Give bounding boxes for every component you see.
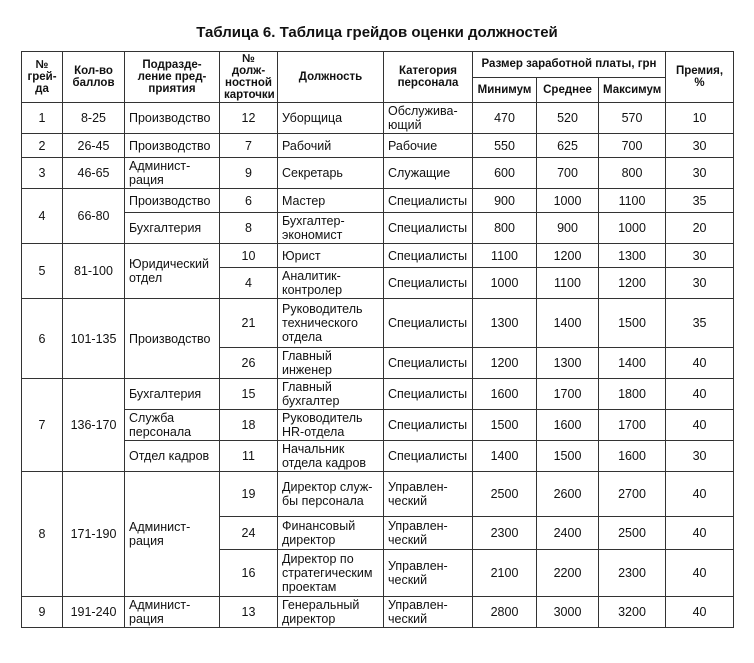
card-number: 24	[220, 517, 278, 550]
header-division: Подразде- ление пред- приятия	[125, 52, 220, 103]
category-cell: Специалисты	[384, 441, 473, 472]
grade-points: 81-100	[63, 244, 125, 299]
division-cell: Производство	[125, 299, 220, 379]
salary-max: 800	[599, 158, 666, 189]
division-cell: Служба персонала	[125, 410, 220, 441]
salary-avg: 900	[537, 213, 599, 244]
bonus-cell: 30	[666, 268, 734, 299]
division-cell: Админист- рация	[125, 158, 220, 189]
position-cell: Директор по стратегическим проектам	[278, 550, 384, 597]
salary-min: 1000	[473, 268, 537, 299]
category-cell: Рабочие	[384, 134, 473, 158]
salary-min: 1500	[473, 410, 537, 441]
salary-min: 550	[473, 134, 537, 158]
salary-max: 2700	[599, 472, 666, 517]
table-title: Таблица 6. Таблица грейдов оценки должностей	[196, 24, 558, 41]
salary-min: 600	[473, 158, 537, 189]
card-number: 10	[220, 244, 278, 268]
header-salary: Размер заработной платы, грн	[473, 52, 666, 78]
salary-min: 2500	[473, 472, 537, 517]
division-cell: Производство	[125, 103, 220, 134]
grade-points: 46-65	[63, 158, 125, 189]
card-number: 9	[220, 158, 278, 189]
salary-min: 470	[473, 103, 537, 134]
category-cell: Специалисты	[384, 410, 473, 441]
salary-avg: 1200	[537, 244, 599, 268]
bonus-cell: 35	[666, 189, 734, 213]
salary-avg: 2400	[537, 517, 599, 550]
salary-max: 1200	[599, 268, 666, 299]
bonus-cell: 40	[666, 597, 734, 628]
header-min: Минимум	[473, 77, 537, 103]
salary-avg: 3000	[537, 597, 599, 628]
card-number: 16	[220, 550, 278, 597]
table-row	[22, 472, 734, 517]
salary-max: 1600	[599, 441, 666, 472]
card-number: 8	[220, 213, 278, 244]
salary-avg: 1300	[537, 348, 599, 379]
salary-avg: 625	[537, 134, 599, 158]
table-row	[22, 379, 734, 410]
position-cell: Главный бухгалтер	[278, 379, 384, 410]
salary-max: 1700	[599, 410, 666, 441]
salary-min: 2800	[473, 597, 537, 628]
salary-min: 1600	[473, 379, 537, 410]
header-position: Должность	[278, 52, 384, 103]
card-number: 6	[220, 189, 278, 213]
salary-min: 2100	[473, 550, 537, 597]
salary-max: 1500	[599, 299, 666, 348]
position-cell: Генеральный директор	[278, 597, 384, 628]
table-row	[22, 299, 734, 348]
grade-number: 6	[22, 299, 63, 379]
position-cell: Юрист	[278, 244, 384, 268]
card-number: 12	[220, 103, 278, 134]
position-cell: Мастер	[278, 189, 384, 213]
salary-min: 1400	[473, 441, 537, 472]
salary-avg: 700	[537, 158, 599, 189]
salary-avg: 2200	[537, 550, 599, 597]
bonus-cell: 35	[666, 299, 734, 348]
category-cell: Управлен- ческий	[384, 517, 473, 550]
salary-max: 2500	[599, 517, 666, 550]
grade-number: 7	[22, 379, 63, 472]
card-number: 21	[220, 299, 278, 348]
bonus-cell: 20	[666, 213, 734, 244]
salary-avg: 1400	[537, 299, 599, 348]
position-cell: Руководитель HR-отдела	[278, 410, 384, 441]
grade-number: 5	[22, 244, 63, 299]
division-cell: Юридический отдел	[125, 244, 220, 299]
grade-points: 8-25	[63, 103, 125, 134]
salary-avg: 1000	[537, 189, 599, 213]
grades-table	[21, 51, 734, 628]
card-number: 15	[220, 379, 278, 410]
table-row	[22, 410, 734, 441]
category-cell: Управлен- ческий	[384, 472, 473, 517]
position-cell: Начальник отдела кадров	[278, 441, 384, 472]
header-max: Максимум	[599, 77, 666, 103]
category-cell: Специалисты	[384, 268, 473, 299]
position-cell: Аналитик- контролер	[278, 268, 384, 299]
card-number: 26	[220, 348, 278, 379]
position-cell: Главный инженер	[278, 348, 384, 379]
position-cell: Рабочий	[278, 134, 384, 158]
bonus-cell: 40	[666, 472, 734, 517]
category-cell: Специалисты	[384, 348, 473, 379]
category-cell: Управлен- ческий	[384, 597, 473, 628]
salary-max: 700	[599, 134, 666, 158]
table-row	[22, 244, 734, 268]
bonus-cell: 30	[666, 244, 734, 268]
salary-max: 570	[599, 103, 666, 134]
bonus-cell: 30	[666, 134, 734, 158]
salary-max: 2300	[599, 550, 666, 597]
header-avg: Среднее	[537, 77, 599, 103]
bonus-cell: 40	[666, 517, 734, 550]
category-cell: Специалисты	[384, 189, 473, 213]
salary-min: 1300	[473, 299, 537, 348]
salary-min: 1100	[473, 244, 537, 268]
table-row	[22, 103, 734, 134]
salary-avg: 2600	[537, 472, 599, 517]
category-cell: Специалисты	[384, 213, 473, 244]
grade-points: 26-45	[63, 134, 125, 158]
table-body	[22, 103, 734, 628]
division-cell: Производство	[125, 189, 220, 213]
salary-max: 1400	[599, 348, 666, 379]
grade-points: 191-240	[63, 597, 125, 628]
category-cell: Служащие	[384, 158, 473, 189]
salary-min: 1200	[473, 348, 537, 379]
header-card: № долж- ностной карточки	[220, 52, 278, 103]
bonus-cell: 30	[666, 158, 734, 189]
division-cell: Бухгалтерия	[125, 379, 220, 410]
card-number: 11	[220, 441, 278, 472]
category-cell: Специалисты	[384, 299, 473, 348]
card-number: 13	[220, 597, 278, 628]
grade-points: 101-135	[63, 299, 125, 379]
table-row	[22, 158, 734, 189]
category-cell: Управлен- ческий	[384, 550, 473, 597]
card-number: 18	[220, 410, 278, 441]
salary-max: 1300	[599, 244, 666, 268]
header-points: Кол-во баллов	[63, 52, 125, 103]
salary-avg: 520	[537, 103, 599, 134]
category-cell: Специалисты	[384, 244, 473, 268]
header-bonus: Премия, %	[666, 52, 734, 103]
card-number: 4	[220, 268, 278, 299]
division-cell: Производство	[125, 134, 220, 158]
grade-number: 4	[22, 189, 63, 244]
position-cell: Руководитель технического отдела	[278, 299, 384, 348]
card-number: 7	[220, 134, 278, 158]
grade-number: 3	[22, 158, 63, 189]
grade-number: 1	[22, 103, 63, 134]
position-cell: Директор служ- бы персонала	[278, 472, 384, 517]
table-row	[22, 213, 734, 244]
bonus-cell: 40	[666, 379, 734, 410]
category-cell: Специалисты	[384, 379, 473, 410]
position-cell: Уборщица	[278, 103, 384, 134]
position-cell: Секретарь	[278, 158, 384, 189]
category-cell: Обслужива- ющий	[384, 103, 473, 134]
grade-points: 136-170	[63, 379, 125, 472]
header-grade: № грей- да	[22, 52, 63, 103]
salary-max: 1800	[599, 379, 666, 410]
bonus-cell: 40	[666, 348, 734, 379]
salary-max: 1100	[599, 189, 666, 213]
grade-number: 9	[22, 597, 63, 628]
division-cell: Админист- рация	[125, 597, 220, 628]
salary-min: 900	[473, 189, 537, 213]
table-row	[22, 189, 734, 213]
grade-number: 8	[22, 472, 63, 597]
division-cell: Админист- рация	[125, 472, 220, 597]
grade-points: 171-190	[63, 472, 125, 597]
salary-max: 1000	[599, 213, 666, 244]
salary-avg: 1600	[537, 410, 599, 441]
bonus-cell: 30	[666, 441, 734, 472]
salary-avg: 1500	[537, 441, 599, 472]
table-row	[22, 441, 734, 472]
bonus-cell: 10	[666, 103, 734, 134]
division-cell: Отдел кадров	[125, 441, 220, 472]
card-number: 19	[220, 472, 278, 517]
table-row	[22, 134, 734, 158]
bonus-cell: 40	[666, 410, 734, 441]
salary-avg: 1100	[537, 268, 599, 299]
header-category: Категория персонала	[384, 52, 473, 103]
position-cell: Финансовый директор	[278, 517, 384, 550]
grade-points: 66-80	[63, 189, 125, 244]
salary-min: 800	[473, 213, 537, 244]
grade-number: 2	[22, 134, 63, 158]
table-row	[22, 597, 734, 628]
salary-max: 3200	[599, 597, 666, 628]
salary-avg: 1700	[537, 379, 599, 410]
salary-min: 2300	[473, 517, 537, 550]
position-cell: Бухгалтер- экономист	[278, 213, 384, 244]
division-cell: Бухгалтерия	[125, 213, 220, 244]
bonus-cell: 40	[666, 550, 734, 597]
